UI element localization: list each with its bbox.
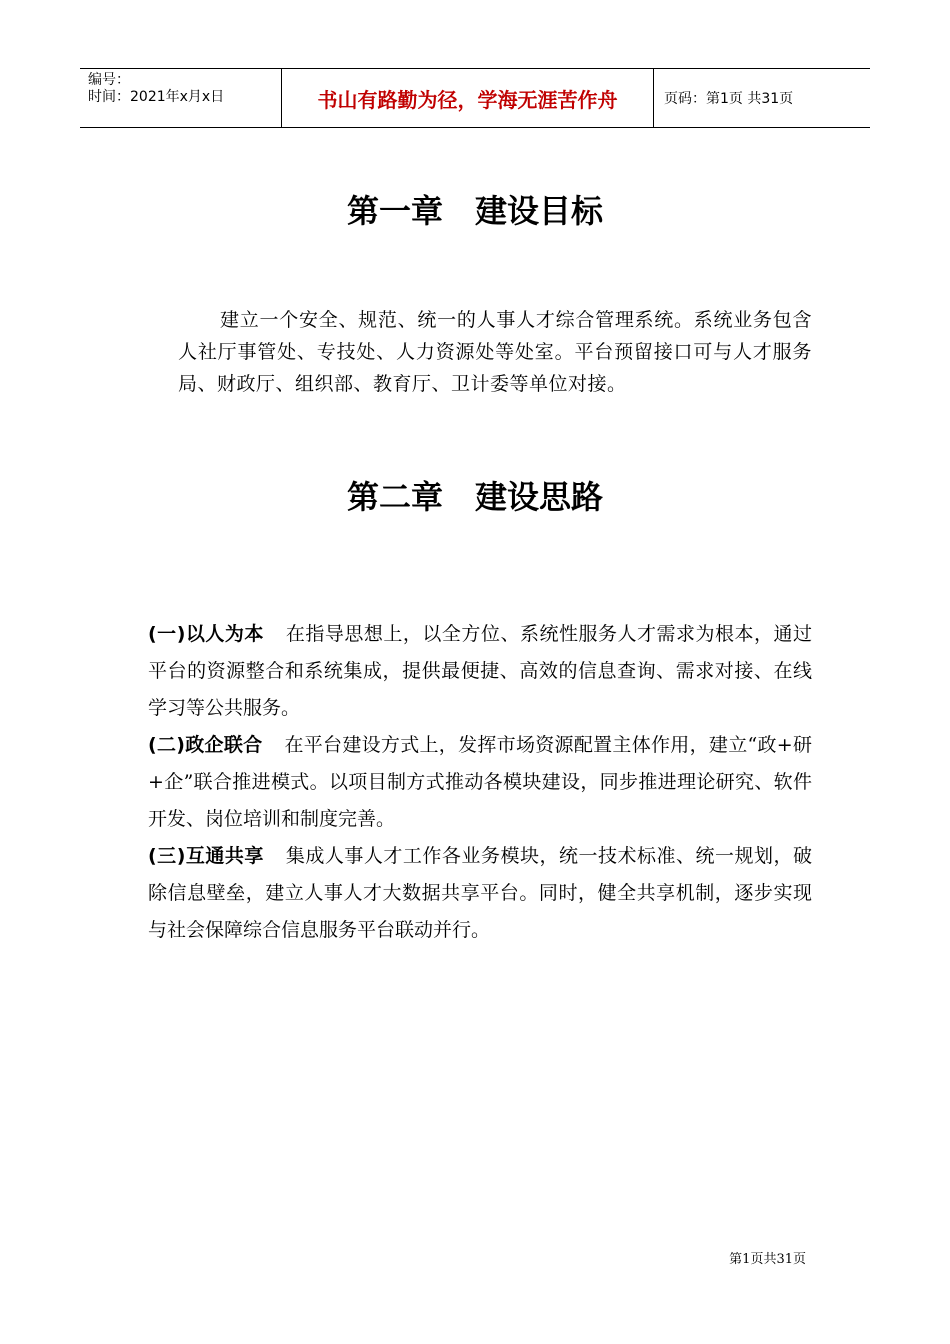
document-number-label: 编号： — [88, 72, 130, 88]
chapter-1-title: 第一章 建设目标 — [346, 192, 603, 230]
header-motto: 书山有路勤为径，学海无涯苦作舟 — [282, 69, 654, 127]
page-header — [80, 68, 870, 128]
principle-item — [148, 616, 812, 727]
header-meta-cell — [80, 69, 282, 127]
document-date: 时间：2021年x月x日 — [88, 89, 225, 105]
principle-text: 在指导思想上，以全方位、系统性服务人才需求为根本，通过平台的资源整合和系统集成，提供最便捷、高效的信息查询、需求对接、在线学习等公共服务。 — [148, 623, 812, 719]
principle-heading: (三)互通共享 — [148, 845, 264, 867]
principle-heading: (一)以人为本 — [148, 623, 264, 645]
header-page-info: 页码：第1页 共31页 — [664, 91, 794, 107]
principle-text: 在平台建设方式上，发挥市场资源配置主体作用，建立“政+研+企”联合推进模式。以项目制方式推动各模块建设，同步推进理论研究、软件开发、岗位培训和制度完善。 — [148, 734, 813, 830]
principle-heading: (二)政企联合 — [148, 734, 263, 756]
principle-item — [148, 727, 812, 838]
principles-list — [148, 616, 812, 949]
principle-item — [148, 838, 812, 949]
chapter-1-paragraph: 建立一个安全、规范、统一的人事人才综合管理系统。系统业务包含人社厅事管处、专技处、人力资源处等处室。平台预留接口可与人才服务局、财政厅、组织部、教育厅、卫计委等单位对接。 — [178, 309, 812, 395]
principle-text: 集成人事人才工作各业务模块，统一技术标准、统一规划，破除信息壁垒，建立人事人才大数据共享平台。同时，健全共享机制，逐步实现与社会保障综合信息服务平台联动并行。 — [148, 845, 812, 941]
chapter-2-title: 第二章 建设思路 — [346, 478, 603, 516]
page-footer: 第1页共31页 — [729, 1252, 806, 1267]
